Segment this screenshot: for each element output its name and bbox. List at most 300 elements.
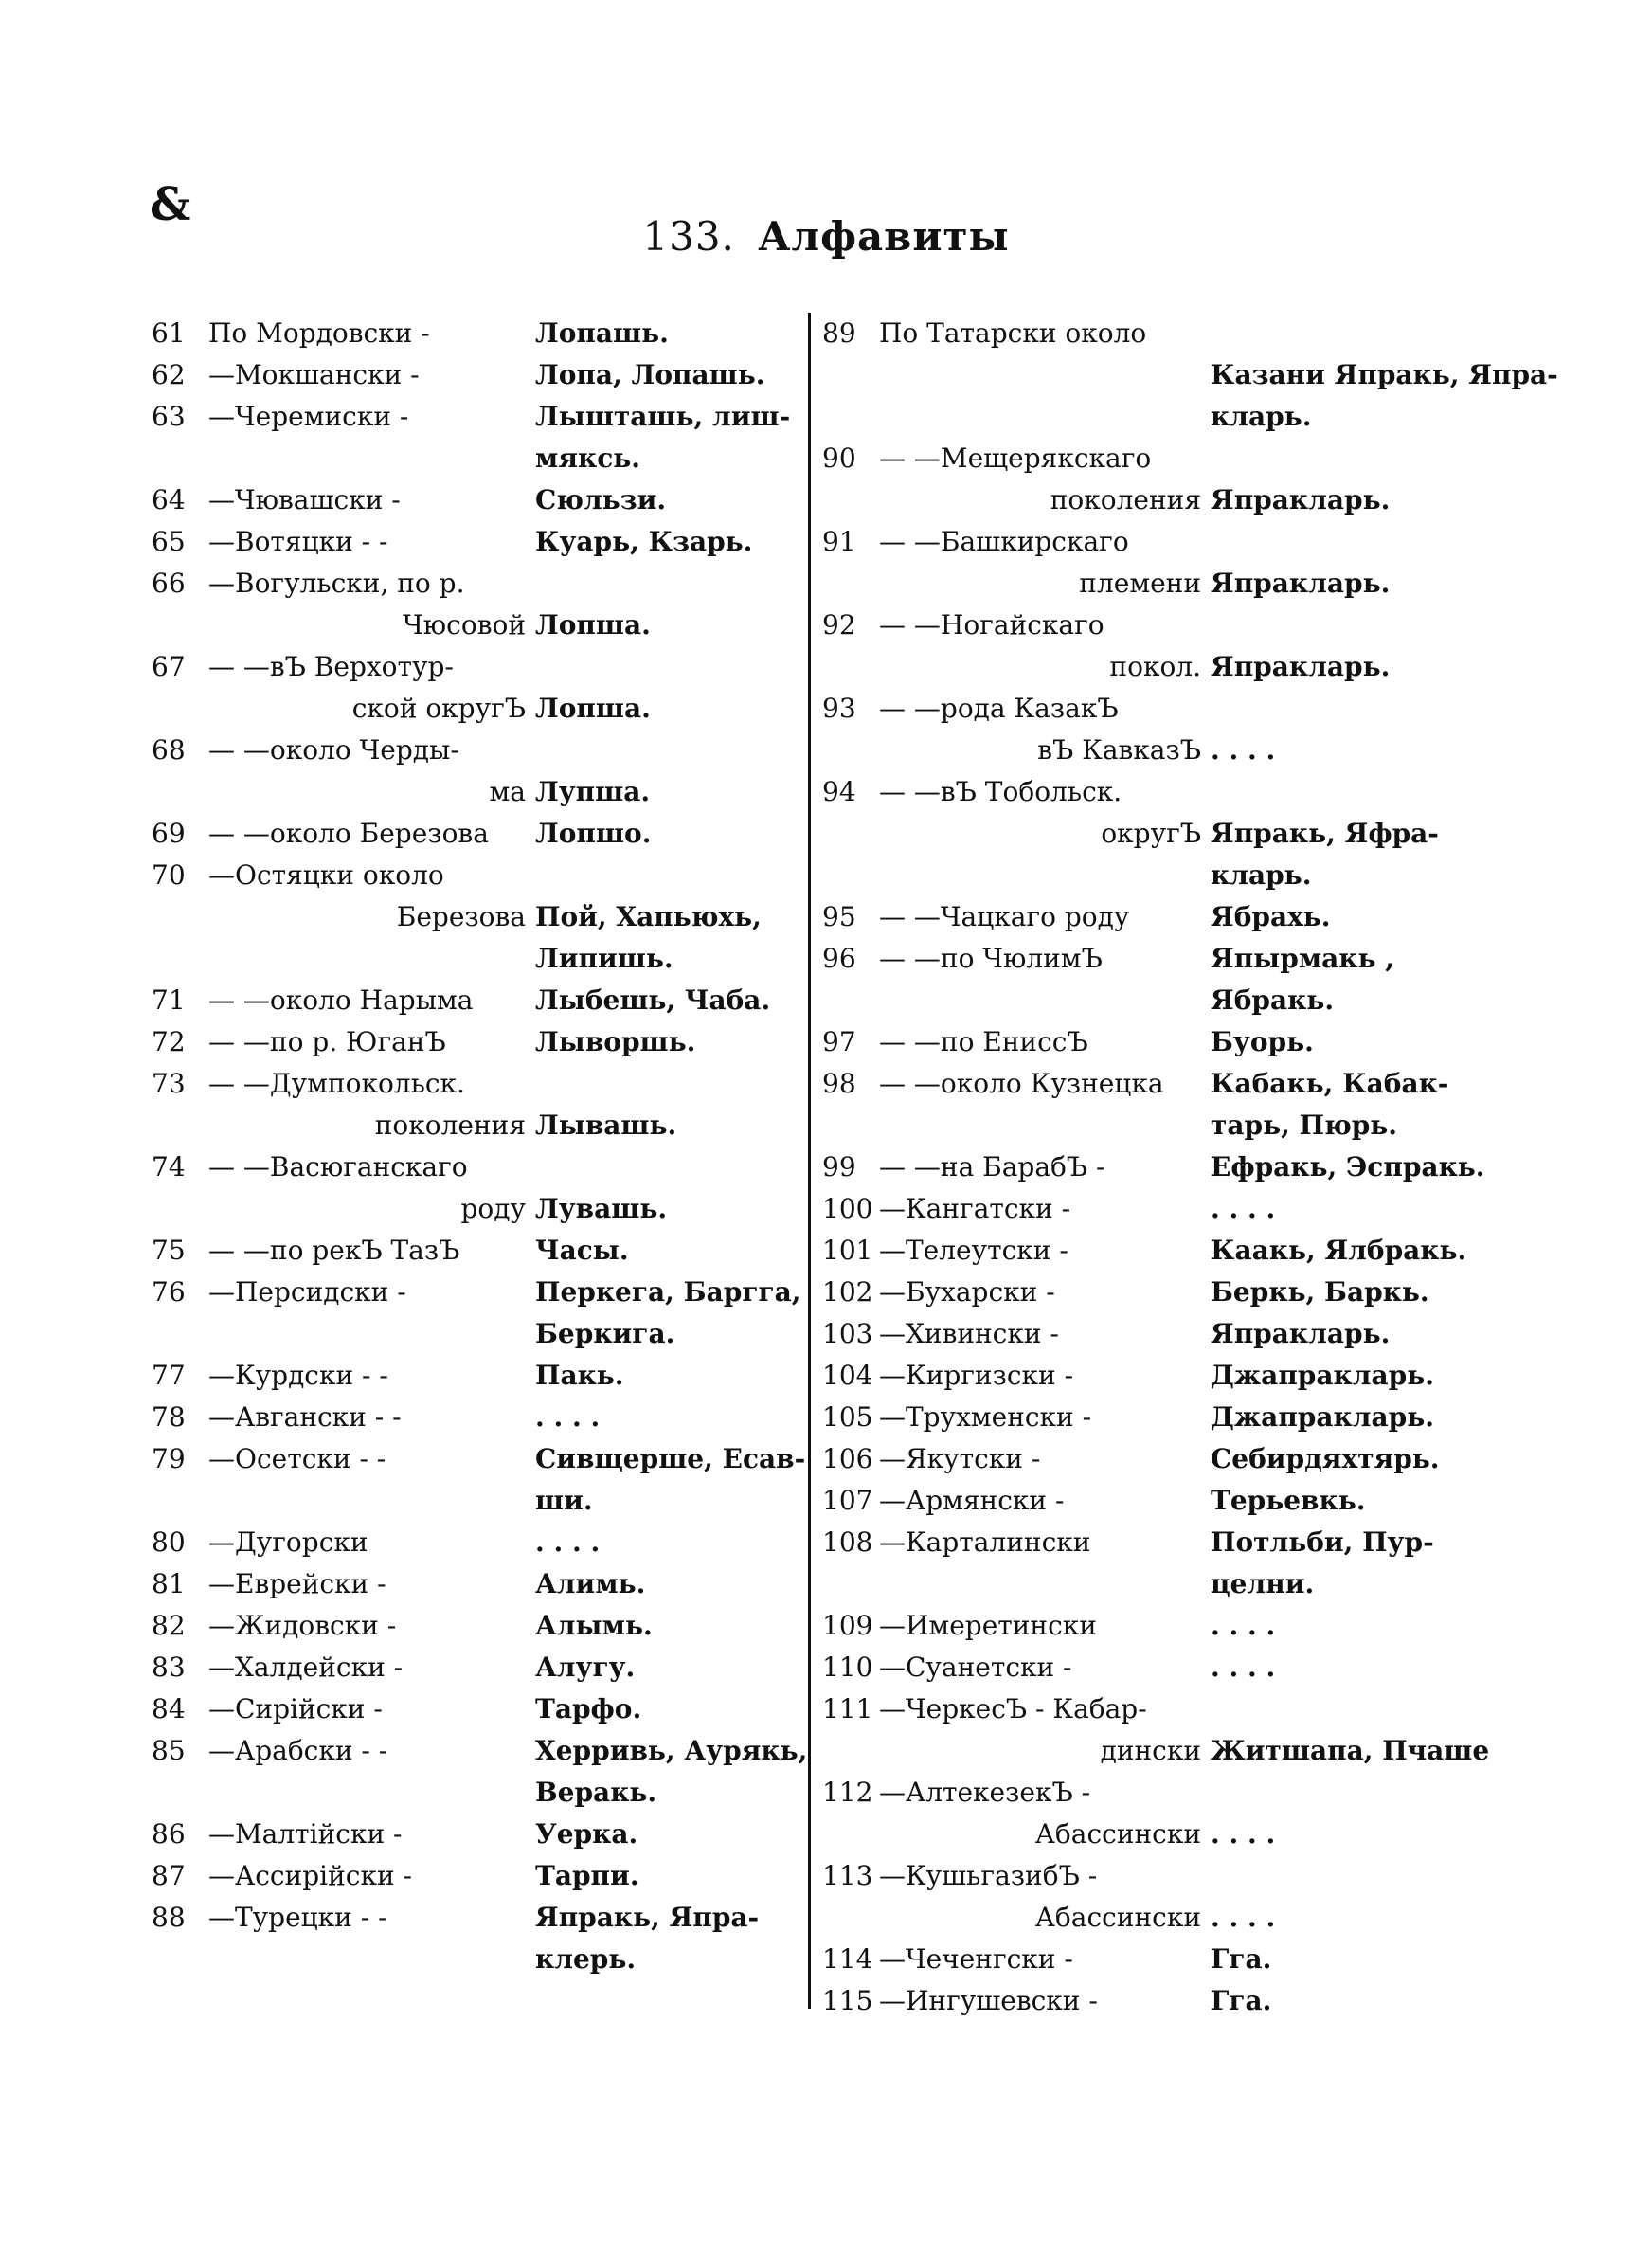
entry-number: 71 — [152, 984, 186, 1016]
spacer — [1072, 1647, 1211, 1688]
continuation-word: . . . . — [1211, 1818, 1276, 1850]
entry-number: 68 — [152, 734, 186, 766]
entry — [152, 1647, 805, 1688]
entry-number: 86 — [152, 1818, 186, 1850]
entry-word: Лопашь. — [535, 317, 669, 349]
entry-label: — —около Нарыма — [208, 984, 474, 1016]
entry-label: — —вЪ Верхотур- — [208, 651, 454, 682]
entry-number: 90 — [822, 442, 856, 474]
entry-label: —Вогульски, по р. — [208, 568, 465, 599]
entry — [822, 1397, 1495, 1438]
entry-label: — —Думпокольск. — [208, 1068, 465, 1099]
page-header — [0, 213, 1652, 260]
entry-word: Уерка. — [535, 1818, 638, 1850]
entry — [152, 1438, 805, 1522]
entry-label: — —Мещерякскаго — [879, 442, 1152, 474]
entry — [152, 855, 805, 980]
entry-line — [152, 1647, 805, 1688]
entry-number: 95 — [822, 901, 856, 932]
entry-word — [1211, 521, 1495, 563]
entry-word: Часы. — [535, 1235, 629, 1266]
entry — [152, 1021, 805, 1063]
entry-continuation — [152, 1188, 805, 1230]
spacer — [1088, 1021, 1211, 1063]
entry-label: —Бухарски - — [879, 1276, 1055, 1308]
continuation-word: Лопша. — [535, 693, 651, 724]
entry-word — [1211, 1772, 1495, 1814]
spacer — [1164, 1063, 1211, 1105]
entry-number: 93 — [822, 693, 856, 724]
entry-label: —Якутски - — [879, 1443, 1041, 1474]
entry-number: 73 — [152, 1068, 186, 1099]
entry-line — [822, 1063, 1495, 1105]
entry-label: — —по р. ЮганЪ — [208, 1026, 446, 1057]
entry-line — [822, 438, 1495, 479]
entry-number: 101 — [822, 1235, 873, 1266]
entry-number: 85 — [152, 1735, 186, 1766]
spacer — [387, 1730, 535, 1772]
column-divider — [808, 313, 811, 2009]
entry-continuation — [822, 813, 1495, 855]
entry — [822, 1355, 1495, 1397]
entry-label: —Дугорски — [208, 1526, 368, 1558]
entry — [152, 313, 805, 354]
spacer — [1068, 1230, 1211, 1272]
entry-word: Джапракларь. — [1211, 1401, 1434, 1433]
spacer — [1151, 438, 1211, 479]
continuation-word: Япракларь. — [1211, 651, 1391, 682]
entry — [152, 1063, 805, 1147]
entry-line — [822, 1647, 1495, 1688]
entry — [152, 479, 805, 521]
entry-number: 108 — [822, 1526, 873, 1558]
entry-continuation — [822, 646, 1495, 688]
entry-word: Пакь. — [535, 1360, 624, 1391]
entry-line — [822, 313, 1495, 354]
continuation-text — [822, 354, 1201, 396]
spacer — [368, 1522, 535, 1563]
entry-line — [152, 354, 805, 396]
entry-label: —Персидски - — [208, 1276, 406, 1308]
spacer — [401, 479, 535, 521]
entry-line — [822, 1021, 1495, 1063]
entry-number: 114 — [822, 1943, 873, 1975]
entry-word: Лышташь, лиш- — [535, 401, 791, 432]
entry-word: Кабакь, Кабак- — [1211, 1068, 1449, 1099]
entry-word: Сюльзи. — [535, 484, 667, 515]
entry — [822, 438, 1495, 521]
entry-number: 65 — [152, 526, 186, 557]
entry-number: 92 — [822, 609, 856, 641]
continuation-text: дински — [1100, 1735, 1201, 1766]
continuation-word: Пой, Хапьюхь, — [535, 901, 762, 932]
continuation-text: Абассински — [1034, 1902, 1201, 1933]
spacer — [420, 354, 535, 396]
entry-wrap: кларь. — [1211, 401, 1312, 432]
entry-line — [822, 1522, 1495, 1563]
entry-word: Япракь, Япра- — [535, 1902, 760, 1933]
entry-word — [1211, 438, 1495, 479]
entry-number: 80 — [152, 1526, 186, 1558]
entry-word — [535, 730, 805, 771]
entry-continuation — [822, 1730, 1495, 1772]
entry-label: — —около Березова — [208, 818, 489, 849]
continuation-word: Лывашь. — [535, 1110, 677, 1141]
entry-number: 81 — [152, 1568, 186, 1599]
spacer — [1090, 1772, 1211, 1814]
spacer — [1119, 688, 1211, 730]
entry-number: 102 — [822, 1276, 873, 1308]
entry-label: —Остяцки около — [208, 859, 444, 891]
page-title: Алфавиты — [758, 213, 1010, 260]
entry-label: —Турецки - - — [208, 1902, 387, 1933]
entry-line — [822, 938, 1495, 980]
entry-wrap: тарь, Пюрь. — [1211, 1110, 1398, 1141]
entry-line — [822, 1939, 1495, 1980]
entry-word — [1211, 771, 1495, 813]
spacer — [386, 1563, 535, 1605]
entry-number: 115 — [822, 1985, 873, 2016]
entry-number: 99 — [822, 1151, 856, 1183]
spacer — [1064, 1480, 1211, 1522]
spacer — [1122, 771, 1211, 813]
entry-word: Потльби, Пур- — [1211, 1526, 1434, 1558]
entry-line — [152, 1230, 805, 1272]
continuation-text: округЪ — [1101, 818, 1201, 849]
entry-label: —КушьгазибЪ - — [879, 1860, 1098, 1891]
entry-continuation — [822, 730, 1495, 771]
continuation-text: Чюсовой — [403, 609, 526, 641]
entry-continuation — [152, 771, 805, 813]
spacer — [412, 1855, 535, 1897]
entry — [152, 1563, 805, 1605]
entry-wrap: Ябракь. — [1211, 984, 1335, 1016]
entry — [822, 1772, 1495, 1855]
entry-wrap: Липишь. — [535, 943, 673, 974]
entry-line — [152, 1397, 805, 1438]
entry — [152, 1397, 805, 1438]
entry-line — [152, 563, 805, 605]
entry — [152, 1897, 805, 1980]
entry-word: . . . . — [535, 1526, 601, 1558]
entry-label: —Киргизски - — [879, 1360, 1074, 1391]
entry-line — [152, 1522, 805, 1563]
spacer — [408, 396, 535, 438]
entry-continuation — [822, 479, 1495, 521]
entry-number: 87 — [152, 1860, 186, 1891]
entry-label: — —около Кузнецка — [879, 1068, 1164, 1099]
continuation-word: Житшапа, Пчаше — [1211, 1735, 1490, 1766]
entry-label: —Армянски - — [879, 1485, 1065, 1516]
continuation-text: поколения — [1050, 484, 1201, 515]
entry-continuation — [822, 354, 1558, 396]
entry-line — [822, 521, 1495, 563]
entry — [822, 688, 1495, 771]
entry-continuation — [822, 1897, 1495, 1939]
spacer — [1059, 1313, 1211, 1355]
entry-number: 110 — [822, 1652, 873, 1683]
entry-label: — —Васюганскаго — [208, 1151, 468, 1183]
entry — [152, 1522, 805, 1563]
entry-label: —Суанетски - — [879, 1652, 1072, 1683]
entry-line — [152, 1021, 805, 1063]
entry-line — [152, 521, 805, 563]
entry-word — [535, 1063, 805, 1105]
continuation-word: Лопша. — [535, 609, 651, 641]
entry-line — [822, 1438, 1495, 1480]
entry-line — [152, 1897, 805, 1939]
spacer — [444, 855, 535, 896]
entry — [822, 1647, 1495, 1688]
continuation-word: Япракларь. — [1211, 568, 1391, 599]
continuation-text: ской округЪ — [351, 693, 526, 724]
entry-label: По Татарски около — [879, 317, 1147, 349]
spacer — [387, 521, 535, 563]
entry-word: Гга. — [1211, 1943, 1272, 1975]
entry-line — [152, 1605, 805, 1647]
entry — [152, 813, 805, 855]
entry-number: 106 — [822, 1443, 873, 1474]
entry-line — [822, 771, 1495, 813]
spacer — [430, 313, 535, 354]
entry-line — [822, 688, 1495, 730]
entry-word: Тарпи. — [535, 1860, 639, 1891]
entry-number: 78 — [152, 1401, 186, 1433]
entry-number: 83 — [152, 1652, 186, 1683]
spacer — [402, 1397, 535, 1438]
spacer — [1090, 1522, 1211, 1563]
continuation-text: роду — [460, 1193, 526, 1224]
entry-wrap: ши. — [535, 1485, 593, 1516]
entry-label: — —около Черды- — [208, 734, 459, 766]
entry-number: 70 — [152, 859, 186, 891]
entry-line — [152, 646, 805, 688]
continuation-text: вЪ КавказЪ — [1037, 734, 1201, 766]
entry-wrap: целни. — [1211, 1568, 1315, 1599]
entry — [822, 1688, 1495, 1772]
entry-number: 66 — [152, 568, 186, 599]
spacer — [383, 1688, 535, 1730]
entry-number: 75 — [152, 1235, 186, 1266]
entry — [822, 605, 1495, 688]
entry-number: 107 — [822, 1485, 873, 1516]
spacer — [1055, 1272, 1211, 1313]
entry-word — [1211, 605, 1495, 646]
entry-label: —Осетски - - — [208, 1443, 386, 1474]
entry-line — [822, 605, 1495, 646]
entry — [822, 896, 1495, 938]
continuation-text: племени — [1079, 568, 1201, 599]
entry-number: 97 — [822, 1026, 856, 1057]
entry-label: По Мордовски - — [208, 317, 430, 349]
continuation-text: Абассински — [1034, 1818, 1201, 1850]
entry-word: Херривь, Аурякь, — [535, 1735, 808, 1766]
entry-number: 104 — [822, 1360, 873, 1391]
entry — [152, 980, 805, 1021]
entry — [822, 1230, 1495, 1272]
entry-line — [152, 1063, 805, 1105]
entry-label: — —вЪ Тобольск. — [879, 776, 1122, 807]
entry-label: —Черемиски - — [208, 401, 409, 432]
spacer — [386, 1438, 535, 1480]
entry-word: Лыбешь, Чаба. — [535, 984, 771, 1016]
entry — [152, 1730, 808, 1814]
entry-word — [535, 563, 805, 605]
entry-label: — —Чацкаго роду — [879, 901, 1130, 932]
entry-line — [152, 313, 805, 354]
entry — [822, 1147, 1495, 1188]
entry-label: —ЧеркесЪ - Кабар- — [879, 1693, 1147, 1724]
entry — [152, 563, 805, 646]
continuation-word: . . . . — [1211, 734, 1276, 766]
entry — [152, 1814, 805, 1855]
entry-word: Беркь, Баркь. — [1211, 1276, 1429, 1308]
spacer — [459, 1230, 535, 1272]
left-column — [152, 313, 808, 1980]
entry — [152, 1355, 805, 1397]
spacer — [454, 646, 535, 688]
entry — [152, 1272, 805, 1355]
continuation-word: Япракларь. — [1211, 484, 1391, 515]
entry-continuation — [822, 1814, 1495, 1855]
spacer — [1104, 605, 1211, 646]
entry-word — [1211, 313, 1495, 354]
entry-label: —Кангатски - — [879, 1193, 1071, 1224]
entry — [822, 1480, 1495, 1522]
entry-label: —Вотяцки - - — [208, 526, 388, 557]
entry — [152, 646, 805, 730]
entry-number: 103 — [822, 1318, 873, 1349]
spacer — [446, 1021, 535, 1063]
entry — [152, 1147, 805, 1230]
entry — [822, 1313, 1495, 1355]
entry-label: — —Ногайскаго — [879, 609, 1104, 641]
continuation-text: Березова — [396, 901, 526, 932]
entry-number: 96 — [822, 943, 856, 974]
entry-line — [822, 1772, 1495, 1814]
entry-word: . . . . — [1211, 1193, 1276, 1224]
spacer — [1129, 521, 1211, 563]
entry-line — [152, 1355, 805, 1397]
entry-word: Куарь, Кзарь. — [535, 526, 753, 557]
entry-word: Япырмакь , — [1211, 943, 1395, 974]
entry-continuation — [152, 896, 805, 938]
entry-line — [822, 1397, 1495, 1438]
entry-word: . . . . — [535, 1401, 601, 1433]
entry — [822, 1188, 1495, 1230]
entry-label: —Авгански - - — [208, 1401, 402, 1433]
entry-word: . . . . — [1211, 1610, 1276, 1641]
entry-wrap: клерь. — [535, 1943, 637, 1975]
continuation-word: Япракь, Яфра- — [1211, 818, 1439, 849]
entry — [822, 1980, 1495, 2022]
entry-wrap: Беркига. — [535, 1318, 675, 1349]
entry-line — [152, 1563, 805, 1605]
entry-continuation — [152, 605, 805, 646]
entry — [822, 1438, 1495, 1480]
entry-continuation — [152, 1105, 805, 1147]
entry-line — [152, 1814, 805, 1855]
spacer — [402, 1814, 535, 1855]
entry-number: 112 — [822, 1777, 873, 1808]
entry-label: — —на БарабЪ - — [879, 1151, 1105, 1183]
entry-label: —Телеутски - — [879, 1235, 1068, 1266]
entry-word — [535, 1147, 805, 1188]
continuation-word: Лувашь. — [535, 1193, 668, 1224]
entry-word: Алимь. — [535, 1568, 646, 1599]
spacer — [468, 1147, 535, 1188]
entry-number: 74 — [152, 1151, 186, 1183]
entry — [152, 354, 805, 396]
spacer — [1091, 1397, 1211, 1438]
spacer — [1105, 1147, 1211, 1188]
entry-line — [822, 1980, 1495, 2022]
entry-word — [1211, 688, 1495, 730]
entry — [822, 1522, 1495, 1605]
corner-mark: & — [150, 178, 191, 231]
entry — [822, 1939, 1495, 1980]
spacer — [1073, 1355, 1211, 1397]
entry — [822, 521, 1495, 605]
entry-label: —Имеретински — [879, 1610, 1097, 1641]
spacer — [396, 1605, 535, 1647]
continuation-word: . . . . — [1211, 1902, 1276, 1933]
continuation-text: покол. — [1109, 651, 1201, 682]
entry-word — [535, 855, 805, 896]
entry-label: —Ингушевски - — [879, 1985, 1098, 2016]
spacer — [1103, 938, 1211, 980]
entry-label: —Арабски - - — [208, 1735, 388, 1766]
entry-word — [1211, 1688, 1495, 1730]
entry — [152, 730, 805, 813]
entry — [152, 1605, 805, 1647]
entry-label: —Чювашски - — [208, 484, 401, 515]
entry-line — [152, 479, 805, 521]
spacer — [1070, 1188, 1211, 1230]
entry-label: — —рода КазакЪ — [879, 693, 1119, 724]
entry-label: —Мокшански - — [208, 359, 420, 390]
entry-label: —Жидовски - — [208, 1610, 397, 1641]
entry-line — [822, 1313, 1495, 1355]
entry — [822, 771, 1495, 896]
entry-number: 113 — [822, 1860, 873, 1891]
entry-line — [152, 1730, 808, 1772]
entry-line — [152, 980, 805, 1021]
entry-line — [822, 1688, 1495, 1730]
entry — [822, 1855, 1495, 1939]
entry-label: — —по ЧюлимЪ — [879, 943, 1103, 974]
entry — [152, 396, 805, 479]
entry-word: Лопа, Лопашь. — [535, 359, 765, 390]
entry-number: 63 — [152, 401, 186, 432]
entry-label: —Сирiйски - — [208, 1693, 383, 1724]
entry — [822, 1272, 1495, 1313]
entry-word: Лыворшь. — [535, 1026, 696, 1057]
spacer — [387, 1897, 535, 1939]
entry-label: —Еврейски - — [208, 1568, 386, 1599]
entry-word: Алымь. — [535, 1610, 653, 1641]
spacer — [1097, 1605, 1211, 1647]
entry-line — [152, 1688, 805, 1730]
entry-word: Лопшо. — [535, 818, 652, 849]
entry-line — [822, 1147, 1495, 1188]
entry-word: Буорь. — [1211, 1026, 1314, 1057]
entry-line — [152, 1438, 805, 1480]
entry — [822, 1021, 1495, 1063]
spacer — [1146, 313, 1211, 354]
entry-number: 105 — [822, 1401, 873, 1433]
continuation-text: ма — [489, 776, 526, 807]
